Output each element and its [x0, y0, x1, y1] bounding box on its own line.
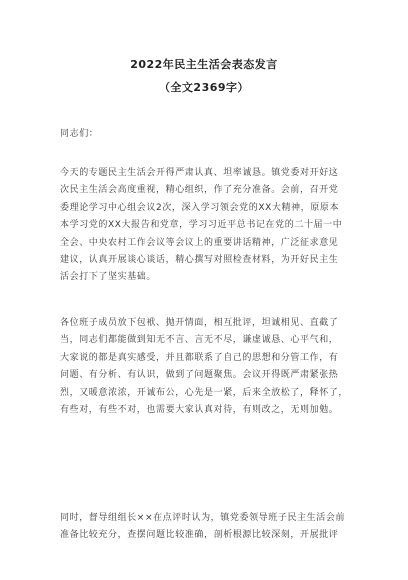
salutation-text: 同志们： [60, 129, 99, 139]
paragraph-1 [60, 165, 352, 287]
paragraph-line: 建议，认真开展谈心谈话，精心撰写对照检查材料，为开好民主生 [60, 254, 339, 265]
paragraph-line: 各位班子成员放下包袱、抛开情面，相互批评，坦诚相见、直截了 [60, 318, 339, 328]
paragraph-2 [60, 315, 352, 419]
paragraph-line: 今天的专题民主生活会开得严肃认真、坦率诚恳。镇党委对开好这 [60, 168, 339, 178]
paragraph-line: 大家说的都是真实感受，并且都联系了自己的思想和分管工作，有 [60, 352, 339, 363]
paragraph-line: 有些对，有些不对，也需要大家认真对待，有则改之，无则加勉。 [60, 404, 339, 415]
document-subtitle: （全文2369字） [158, 81, 250, 94]
paragraph-line: 活会打下了坚实基础。 [60, 272, 157, 283]
paragraph-line: 准备比较充分，查摆问题比较准确，剖析根源比较深刻，开展批评 [60, 530, 339, 541]
paragraph-line: 委理论学习中心组会议2次，深入学习领会党的XX大精神，原原本 [60, 202, 340, 213]
salutation [60, 126, 352, 143]
paragraph-line: 全会、中央农村工作会议等会议上的重要讲话精神，广泛征求意见 [60, 237, 339, 248]
paragraph-line: 同时，督导组组长××在点评时认为，镇党委领导班子民主生活会前 [60, 513, 346, 523]
paragraph-line: 烈，又暖意浓浓，开诚布公，心先是一紧，后来全放松了，释怀了， [60, 387, 349, 398]
paragraph-line: 次民主生活会高度重视，精心组织，作了充分准备。会前，召开党 [60, 185, 339, 196]
paragraph-line: 问题、有分析、有认识，做到了问题聚焦。会议开得既严肃紧张热 [60, 370, 339, 381]
paragraph-line: 当，同志们都能做到知无不言、言无不尽，谦虚诚恳、心平气和， [60, 335, 339, 346]
paragraph-3 [60, 510, 352, 545]
document-title: 2022年民主生活会表态发言 [130, 58, 278, 71]
paragraph-line: 本学习党的XX大报告和党章，学习习近平总书记在党的二十届一中 [60, 220, 343, 231]
